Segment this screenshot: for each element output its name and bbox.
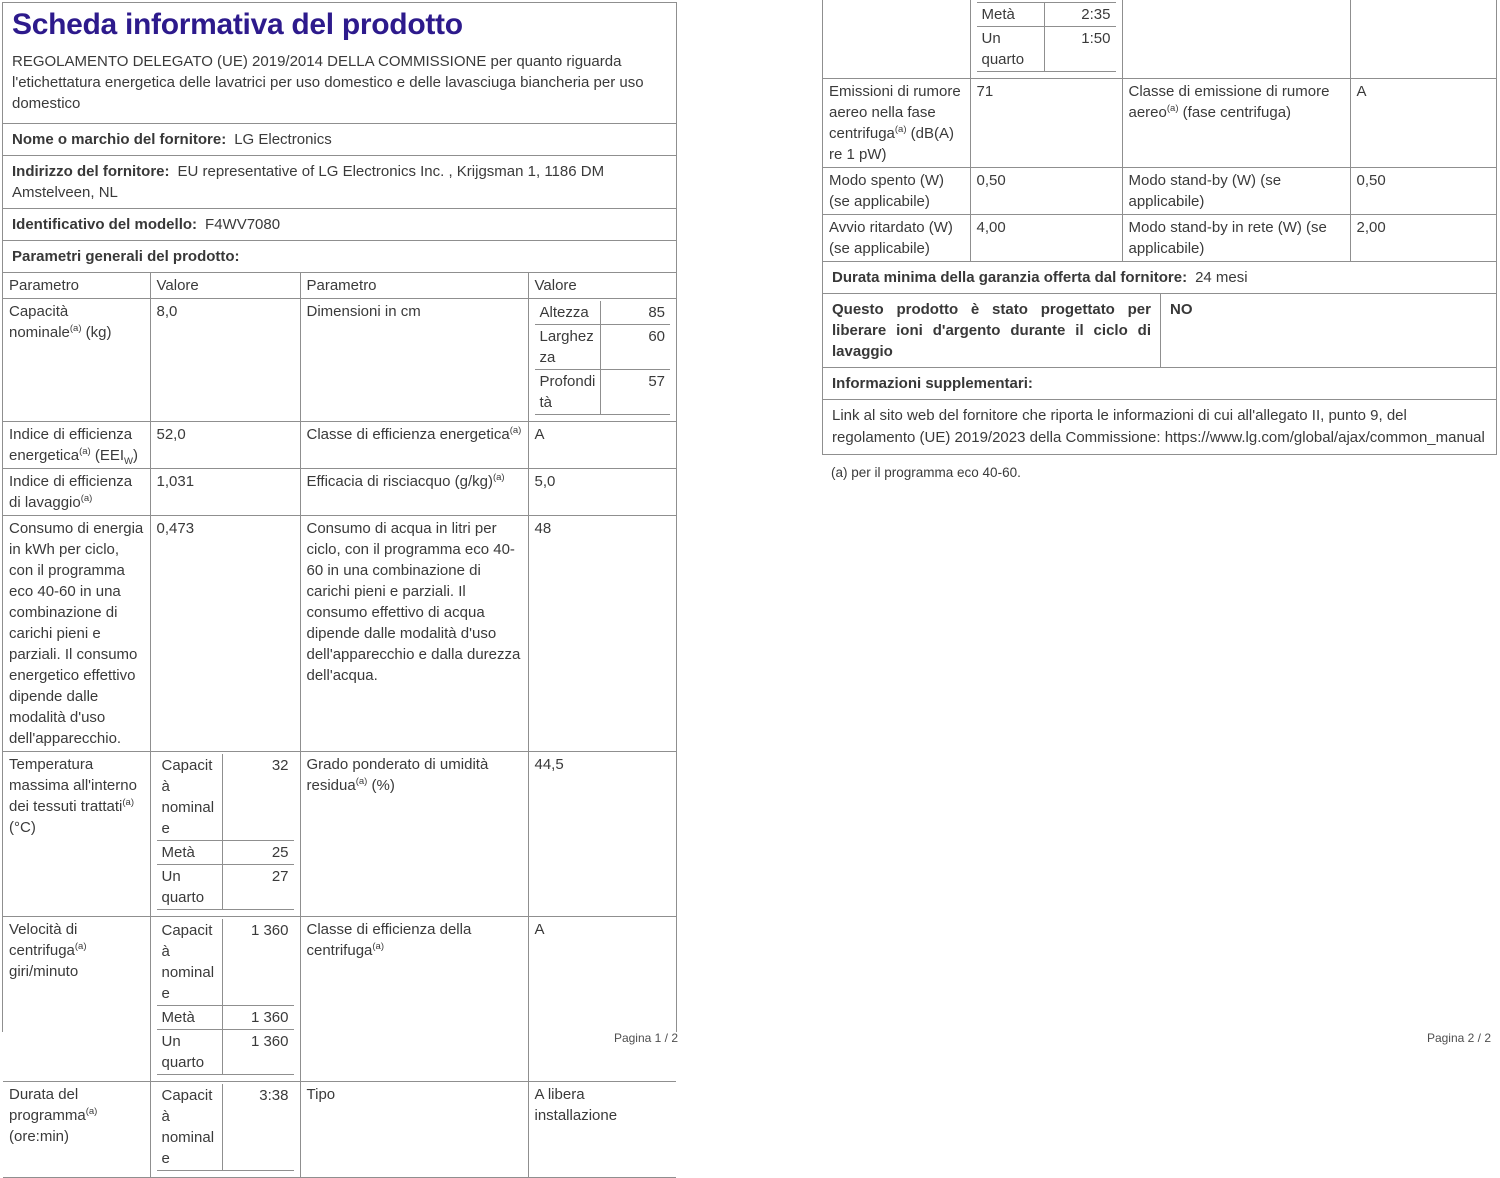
spin-row-quarter: Un quarto 1 360 [157, 1030, 294, 1075]
spin-row-rated: Capacità nominale 1 360 [157, 919, 294, 1006]
eei-subscript: W [124, 456, 133, 467]
dimensions-subtable [535, 301, 671, 415]
row-spinspeed-spinclass [3, 917, 676, 1082]
noise-label-cell: Emissioni di rumore aereo nella fase centrifuga$^{(a)}$ (dB(A) re 1 pW) [823, 79, 970, 168]
warranty-value: 24 mesi [1195, 269, 1248, 286]
capacity-label-cell: Capacità nominale$^{(a)}$ (kg) [3, 299, 150, 422]
footnote-marker: (a) [122, 797, 135, 808]
rinse-label-cell: Efficacia di risciacquo $(g/kg)^{(a)}$ [300, 469, 528, 516]
supplier-name-value: LG Electronics [234, 131, 332, 148]
temp-row-rated: Capacità nominale 32 [157, 754, 294, 841]
header-parametro-1: Parametro [3, 273, 150, 299]
max-temp-label-cell: Temperatura massima all'interno dei tessuti trattati$^{(a)}$ (°C) [3, 752, 150, 917]
spin-speed-label-cell: Velocità di centrifuga$^{(a)}$ giri/minuto [3, 917, 150, 1082]
warranty-row [823, 262, 1496, 293]
duration-subtable [157, 1084, 294, 1171]
model-value: F4WV7080 [205, 216, 281, 233]
header-parametro-2: Parametro [300, 273, 528, 299]
footnote-marker: (a) [69, 323, 82, 334]
empty-cell [1122, 0, 1350, 79]
network-standby-value-cell: 2,00 [1350, 215, 1496, 262]
duration-label-cell: Durata del programma$^{(a)}$ (ore:min) [3, 1082, 150, 1178]
parameters-table-continued [823, 0, 1496, 262]
delayed-start-label-cell: Avvio ritardato (W) (se applicabile) [823, 215, 970, 262]
spin-speed-subtable-cell [150, 917, 300, 1082]
regulation-text: REGOLAMENTO DELEGATO (UE) 2019/2014 DELLA COMMISSIONE per quanto riguarda l'etichettatura energetica delle lavatrici per uso domestico e delle lavasciuga biancheria per uso domestico [12, 53, 644, 112]
eei-label-cell: Indice di efficienza energetica$^{(a)}$ $(EEI_W)$ [3, 422, 150, 469]
dim-row-depth: Profondità 57 [535, 370, 671, 415]
duration-row-quarter: Un quarto 1:50 [977, 27, 1116, 72]
supplier-address-row [3, 155, 676, 208]
humidity-label-cell: Grado ponderato di umidità residua$^{(a)}$ (%) [300, 752, 528, 917]
supplier-name-label: Nome o marchio del fornitore: [12, 131, 227, 148]
rinse-value-cell: 5,0 [528, 469, 676, 516]
supplier-address-label: Indirizzo del fornitore: [12, 163, 170, 180]
row-capacity-dimensions [3, 299, 676, 422]
dimensions-subtable-cell [528, 299, 676, 422]
eei-value-cell: 52,0 [150, 422, 300, 469]
model-label: Identificativo del modello: [12, 216, 198, 233]
page-2 [822, 0, 1497, 482]
additional-info-header: Informazioni supplementari: [832, 375, 1033, 392]
spin-class-label-cell: Classe di efficienza della centrifuga$^{(a)}$ [300, 917, 528, 1082]
footnote-marker: (a) [1166, 103, 1179, 114]
table-header-row [3, 273, 676, 299]
footnote-marker: (a) [894, 124, 907, 135]
energy-class-label-cell: Classe di efficienza energetica$^{(a)}$ [300, 422, 528, 469]
page-2-footer: Pagina 2 / 2 [1426, 1031, 1491, 1045]
row-offmode-standby [823, 168, 1496, 215]
footnote-marker: (a) [372, 941, 384, 952]
row-noise [823, 79, 1496, 168]
row-maxtemp-humidity [3, 752, 676, 917]
standby-value-cell: 0,50 [1350, 168, 1496, 215]
footnote-marker: (a) [492, 472, 505, 483]
noise-value-cell: 71 [970, 79, 1122, 168]
duration-cont-subtable [977, 2, 1116, 72]
page-1-footer: Pagina 1 / 2 [613, 1031, 678, 1045]
noise-class-value-cell: A [1350, 79, 1496, 168]
off-mode-label-cell: Modo spento (W) (se applicabile) [823, 168, 970, 215]
header-valore-1: Valore [150, 273, 300, 299]
wash-index-value-cell: 1,031 [150, 469, 300, 516]
water-consumption-label-cell: Consumo di acqua in litri per ciclo, con il programma eco 40-60 in una combinazione di carichi pieni e parziali. Il consumo effettivo di acqua dipende dalle modalità d'uso dell'apparecchio e dalla durezza dell'acqua. [300, 516, 528, 752]
row-energy-water-consumption [3, 516, 676, 752]
model-row [3, 208, 676, 240]
standby-label-cell: Modo stand-by (W) (se applicabile) [1122, 168, 1350, 215]
energy-consumption-label-cell: Consumo di energia in kWh per ciclo, con il programma eco 40-60 in una combinazione di carichi pieni e parziali. Il consumo energetico effettivo dipende dalle modalità d'uso dell'apparecchio. [3, 516, 150, 752]
wash-index-label-cell: Indice di efficienza di lavaggio$^{(a)}$ [3, 469, 150, 516]
off-mode-value-cell: 0,50 [970, 168, 1122, 215]
silver-ions-label: Questo prodotto è stato progettato per liberare ioni d'argento durante il ciclo di lavaggio [823, 294, 1161, 367]
title-section [3, 3, 676, 123]
temp-row-quarter: Un quarto 27 [157, 865, 294, 910]
max-temp-subtable [157, 754, 294, 910]
dim-row-width: Larghezza 60 [535, 325, 671, 370]
supplier-link-text: Link al sito web del fornitore che riporta le informazioni di cui all'allegato II, punto 9, del regolamento (UE) 2019/2023 della Commissione: [832, 407, 1407, 446]
additional-info-header-row [823, 367, 1496, 399]
duration-row-half: Metà 2:35 [977, 3, 1116, 27]
noise-class-label-cell: Classe di emissione di rumore aereo$^{(a)}$ (fase centrifuga) [1122, 79, 1350, 168]
warranty-label: Durata minima della garanzia offerta dal fornitore: [832, 269, 1188, 286]
footnote-marker: (a) [509, 425, 522, 436]
dim-row-height: Altezza 85 [535, 301, 671, 325]
spin-speed-subtable [157, 919, 294, 1075]
humidity-value-cell: 44,5 [528, 752, 676, 917]
footnote-eco-program: (a) per il programma eco 40-60. [831, 465, 1021, 480]
delayed-start-value-cell: 4,00 [970, 215, 1122, 262]
row-washindex-rinse [3, 469, 676, 516]
supplier-address-value: EU representative of LG Electronics Inc. , Krijgsman 1, 1186 DM Amstelveen, NL [12, 163, 605, 201]
footnote-marker: (a) [74, 941, 87, 952]
row-delayedstart-networkstandby [823, 215, 1496, 262]
capacity-value-cell: 8,0 [150, 299, 300, 422]
energy-class-value-cell: A [528, 422, 676, 469]
header-valore-2: Valore [528, 273, 676, 299]
dimensions-label-cell: Dimensioni in cm [300, 299, 528, 422]
max-temp-subtable-cell [150, 752, 300, 917]
duration-row-rated: Capacità nominale 3:38 [157, 1084, 294, 1171]
params-header: Parametri generali del prodotto: [12, 248, 240, 265]
spin-class-value-cell: A [528, 917, 676, 1082]
duration-cont-subtable-cell [970, 0, 1122, 79]
spin-row-half: Metà 1 360 [157, 1006, 294, 1030]
empty-cell [1350, 0, 1496, 79]
water-consumption-value-cell: 48 [528, 516, 676, 752]
footnote-marker: (a) [355, 776, 368, 787]
supplier-name-row [3, 123, 676, 155]
type-value-cell: A libera installazione [528, 1082, 676, 1178]
type-label-cell: Tipo [300, 1082, 528, 1178]
temp-row-half: Metà 25 [157, 841, 294, 865]
footnote-marker: (a) [85, 1106, 98, 1117]
page-title: Scheda informativa del prodotto [12, 8, 463, 41]
page-2-table-box [822, 0, 1497, 455]
duration-subtable-cell [150, 1082, 300, 1178]
energy-consumption-value-cell: 0,473 [150, 516, 300, 752]
supplier-link-url[interactable]: https://www.lg.com/global/ajax/common_manual [1164, 429, 1485, 446]
silver-ions-value: NO [1170, 301, 1193, 318]
network-standby-label-cell: Modo stand-by in rete (W) (se applicabile) [1122, 215, 1350, 262]
supplier-link-row [823, 399, 1496, 454]
empty-cell [823, 0, 970, 79]
row-duration-type [3, 1082, 676, 1178]
silver-ions-row [823, 293, 1496, 367]
footnote-marker: (a) [80, 493, 93, 504]
row-eei-energyclass [3, 422, 676, 469]
footnote-marker: (a) [79, 446, 91, 457]
row-duration-continuation [823, 0, 1496, 79]
params-header-row [3, 240, 676, 272]
